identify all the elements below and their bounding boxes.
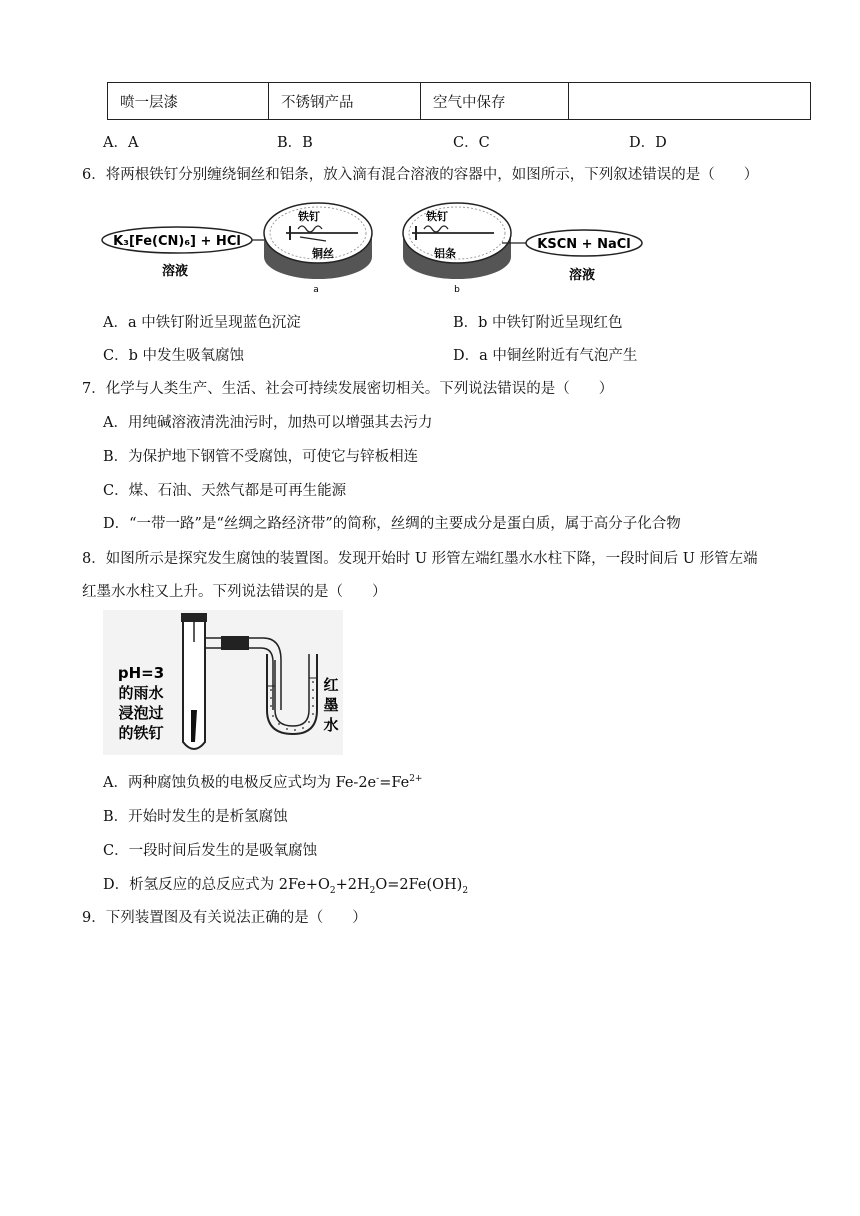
dish-a-label: a — [313, 285, 319, 295]
ink-label-char: 红 — [323, 676, 339, 694]
superscript: - — [376, 774, 380, 785]
table-cell: 空气中保存 — [421, 83, 569, 120]
q8-option-a — [103, 771, 422, 792]
q6-option-c: C．b 中发生吸氧腐蚀 — [103, 348, 244, 364]
a-nail-label: 铁钉 — [298, 210, 320, 223]
dish-a — [264, 203, 372, 295]
q8-option-b: B．开始时发生的是析氢腐蚀 — [103, 809, 288, 825]
right-reagent-label: KSCN + NaCl — [537, 237, 631, 252]
option-text: D．析氢反应的总反应式为 2Fe+O — [103, 877, 330, 893]
q6-figure — [100, 193, 645, 295]
dish-b — [403, 203, 511, 295]
table-row — [108, 83, 811, 120]
option-text: O=2Fe(OH) — [375, 877, 463, 893]
q6-option-a: A．a 中铁钉附近呈现蓝色沉淀 — [103, 315, 301, 331]
b-wire-label: 铝条 — [434, 247, 456, 260]
dish-b-label: b — [454, 285, 460, 295]
q7-option-c: C．煤、石油、天然气都是可再生能源 — [103, 483, 347, 499]
figure-label-line: 浸泡过 — [118, 704, 164, 722]
q7-option-b: B．为保护地下钢管不受腐蚀，可使它与锌板相连 — [103, 449, 419, 465]
q5-option-a: A．A — [103, 135, 139, 151]
q9-stem: 9．下列装置图及有关说法正确的是（ ） — [82, 910, 367, 926]
q8-option-c: C．一段时间后发生的是吸氧腐蚀 — [103, 843, 318, 859]
q8-stem-line1: 8．如图所示是探究发生腐蚀的装置图。发现开始时 U 形管左端红墨水水柱下降，一段时间后 U 形管左端 — [82, 551, 758, 567]
left-reagent-label: K₃[Fe(CN)₆] + HCl — [113, 234, 241, 249]
option-text: A．两种腐蚀负极的电极反应式均为 Fe-2e — [103, 775, 377, 791]
q8-stem-line2: 红墨水水柱又上升。下列说法错误的是（ ） — [82, 584, 387, 600]
b-nail-label: 铁钉 — [426, 210, 448, 223]
figure-label-line: pH=3 — [117, 664, 165, 682]
superscript: 2+ — [409, 774, 423, 785]
ink-label-char: 水 — [323, 716, 339, 734]
q5-option-b: B．B — [277, 135, 313, 151]
subscript: 2 — [329, 885, 336, 896]
q6-option-b: B．b 中铁钉附近呈现红色 — [453, 315, 623, 331]
a-wire-label: 铜丝 — [312, 247, 334, 260]
q7-stem: 7．化学与人类生产、生活、社会可持续发展密切相关。下列说法错误的是（ ） — [82, 381, 614, 397]
table-cell — [569, 83, 811, 120]
figure-label-line: 的铁钉 — [118, 724, 164, 742]
option-text: +2H — [335, 877, 370, 893]
q7-option-d: D．“一带一路”是“丝绸之路经济带”的简称，丝绸的主要成分是蛋白质，属于高分子化合物 — [103, 516, 681, 532]
table-cell: 不锈钢产品 — [269, 83, 421, 120]
subscript: 2 — [369, 885, 376, 896]
table-cell: 喷一层漆 — [108, 83, 269, 120]
q6-stem: 6．将两根铁钉分别缠绕铜丝和铝条，放入滴有混合溶液的容器中，如图所示，下列叙述错误的是（ ） — [82, 167, 759, 183]
figure-label-line: 的雨水 — [118, 684, 164, 702]
q5-option-d: D．D — [629, 135, 667, 151]
left-solution-label: 溶液 — [161, 264, 189, 279]
q5-table — [107, 82, 811, 120]
ink-label-char: 墨 — [323, 696, 339, 714]
q8-option-d — [103, 873, 468, 896]
q5-option-c: C．C — [453, 135, 490, 151]
right-solution-label: 溶液 — [568, 268, 596, 283]
q7-option-a: A．用纯碱溶液清洗油污时，加热可以增强其去污力 — [103, 415, 433, 431]
q8-figure — [103, 610, 343, 755]
subscript: 2 — [462, 885, 469, 896]
q6-option-d: D．a 中铜丝附近有气泡产生 — [453, 348, 638, 364]
option-text: =Fe — [379, 775, 410, 791]
